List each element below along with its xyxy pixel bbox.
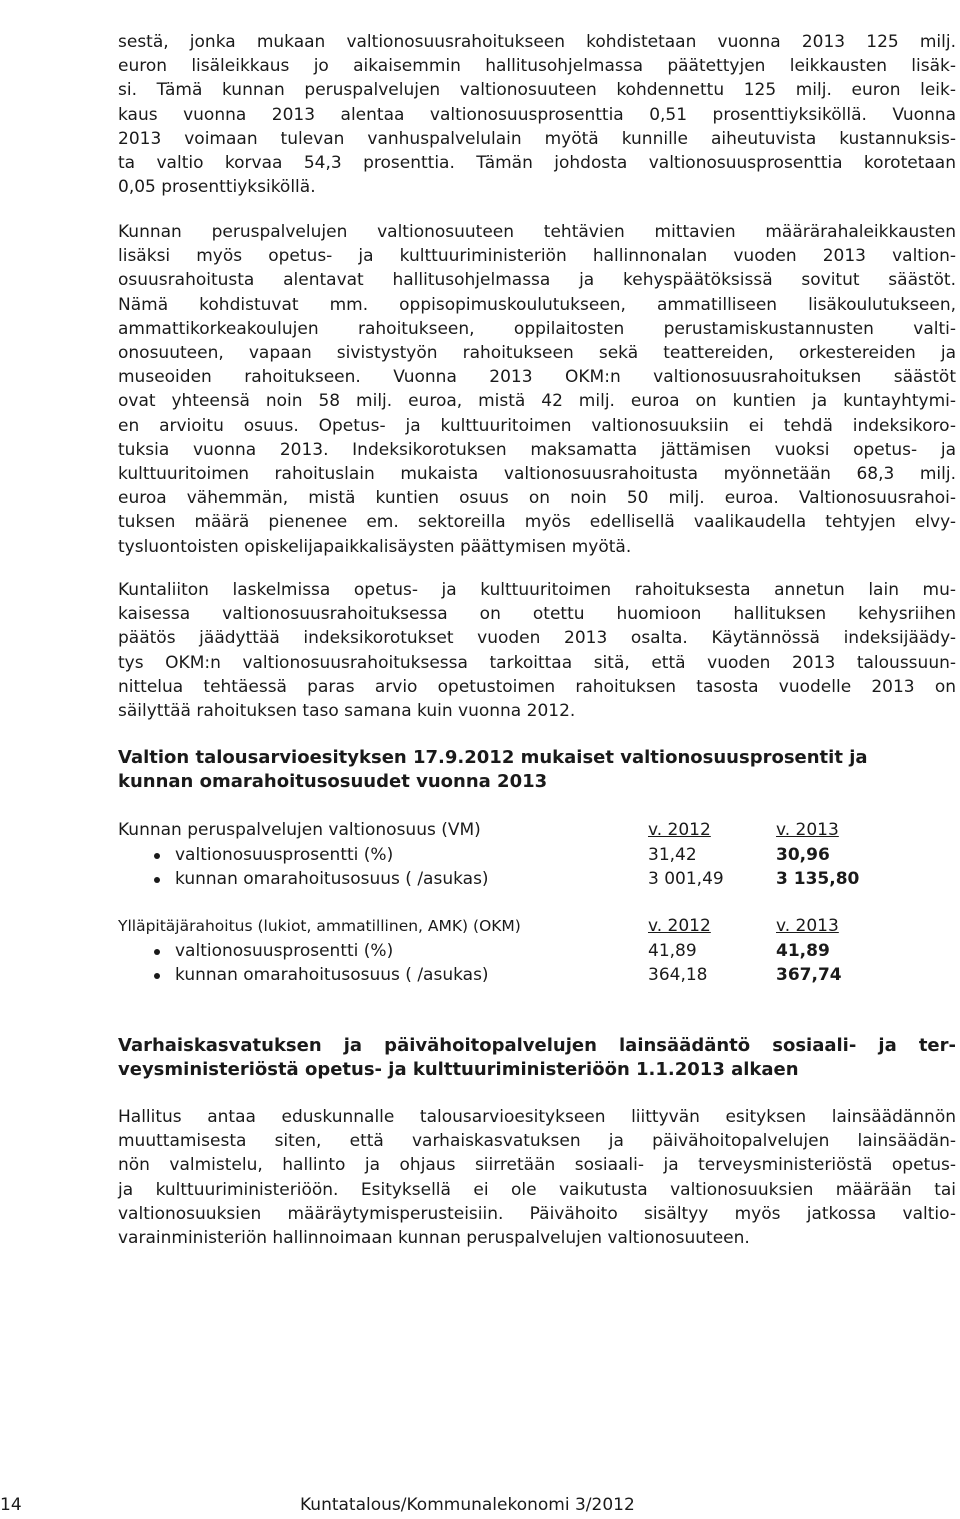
table-title: Ylläpitäjärahoitus (lukiot, ammatillinen, AMK) (OKM) [118,917,521,935]
paragraph-3 [118,578,956,723]
text-line: nittelua tehtäessä paras arvio opetustoimen rahoituksen tasosta vuodelle 2013 on [118,676,956,697]
column-header-2013: v. 2013 [776,916,839,936]
rates-table-vm [118,818,918,892]
text-line: Kuntaliiton laskelmissa opetus- ja kulttuuritoimen rahoituksesta annetun lain mu- [118,580,956,600]
heading-line: kunnan omarahoitusosuudet vuonna 2013 [118,771,548,792]
text-line: euroa vähemmän, mistä kuntien osuus on noin 50 milj. euroa. Valtionosuusrahoi- [118,488,956,509]
text-line: Nämä kohdistuvat mm. oppisopimuskoulutukseen, ammatilliseen lisäkoulutukseen, [118,294,956,315]
text-line: ja kulttuuriministeriöön. Esityksellä ei ole vaikutusta valtionosuuksien määrään tai [118,1179,956,1200]
text-line: päätös jäädyttää indeksikorotukset vuoden 2013 osalta. Käytännössä indeksijäädy- [118,628,956,649]
text-line: Kunnan peruspalvelujen valtionosuuteen tehtävien mittavien määrärahaleikkausten [118,222,956,242]
value-2012: 31,42 [648,844,697,865]
text-line: lisäksi myös opetus- ja kulttuuriministeriön hallinnonalan vuoden 2013 valtion- [118,246,956,267]
row-label: kunnan omarahoitusosuus ( /asukas) [175,869,489,889]
text-line: Hallitus antaa eduskunnalle talousarvioesitykseen liittyvän esityksen lainsäädännön [118,1107,956,1127]
section-heading [118,1034,956,1082]
rates-table-okm [118,914,918,988]
text-line: kulttuuritoimen rahoituslain mukaista valtionosuusrahoitusta myönnetään 68,3 milj. [118,464,956,485]
text-line: varainministeriön hallinnoimaan kunnan peruspalvelujen valtionosuuteen. [118,1228,750,1249]
text-line: ovat yhteensä noin 58 milj. euroa, mistä 42 milj. euroa on kuntien ja kuntayhtymi- [118,391,956,412]
bullet-icon [154,877,160,883]
heading-line: Varhaiskasvatuksen ja päivähoitopalvelujen lainsäädäntö sosiaali- ja ter- [118,1035,956,1056]
text-line: 0,05 prosenttiyksiköllä. [118,177,316,198]
text-line: si. Tämä kunnan peruspalvelujen valtionosuuteen kohdennettu 125 milj. euron leik- [118,80,956,101]
bullet-icon [154,853,160,859]
text-line: onosuuteen, vapaan sivistystyön rahoitukseen sekä teattereiden, orkestereiden ja [118,343,956,364]
paragraph-2 [118,220,956,559]
value-2013: 367,74 [776,965,842,985]
heading-line: veysministeriöstä opetus- ja kulttuuriministeriöön 1.1.2013 alkaen [118,1059,799,1080]
value-2012: 41,89 [648,940,697,961]
bullet-icon [154,973,160,979]
table-row [118,867,918,892]
column-header-2013: v. 2013 [776,820,839,840]
text-line: ta valtio korvaa 54,3 prosenttia. Tämän johdosta valtionosuusprosenttia korotetaan [118,153,956,174]
text-line: säilyttää rahoituksen taso samana kuin vuonna 2012. [118,701,576,722]
text-line: museoiden rahoitukseen. Vuonna 2013 OKM:n valtionosuusrahoituksen säästöt [118,367,956,388]
text-line: valtionosuuksien määräytymisperusteisiin. Päivähoito sisältyy myös jatkossa valtio- [118,1203,956,1224]
row-label: valtionosuusprosentti (%) [175,940,394,961]
value-2013: 3 135,80 [776,869,860,889]
text-line: en arvioitu osuus. Opetus- ja kulttuuritoimen valtionosuuksiin ei tehdä indeksikoro- [118,415,956,436]
value-2012: 364,18 [648,965,708,985]
text-line: nön valmistelu, hallinto ja ohjaus siirretään sosiaali- ja terveysministeriöstä opetus- [118,1155,956,1176]
heading-line: Valtion talousarvioesityksen 17.9.2012 mukaiset valtionosuusprosentit ja [118,747,868,768]
table-row [118,963,918,988]
row-label: kunnan omarahoitusosuus ( /asukas) [175,965,489,985]
value-2013: 41,89 [776,940,830,961]
column-header-2012: v. 2012 [648,820,711,840]
text-line: osuusrahoitusta alentavat hallitusohjelmassa ja kehyspäätöksissä sovitut säästöt. [118,270,956,291]
value-2013: 30,96 [776,844,830,865]
text-line: sestä, jonka mukaan valtionosuusrahoitukseen kohdistetaan vuonna 2013 125 milj. [118,32,956,52]
text-line: tysluontoisten opiskelijapaikkalisäysten päättymisen myötä. [118,536,632,557]
table-header-row [118,818,918,843]
text-line: tys OKM:n valtionosuusrahoituksessa tarkoittaa sitä, että vuoden 2013 taloussuun- [118,652,956,673]
text-line: kaisessa valtionosuusrahoituksessa on otettu huomioon hallituksen kehysriihen [118,604,956,625]
text-line: ammattikorkeakoulujen rahoitukseen, oppilaitosten perustamiskustannusten valti- [118,318,956,339]
row-label: valtionosuusprosentti (%) [175,844,394,865]
text-line: 2013 voimaan tulevan vanhuspalvelulain myötä kunnille aiheutuvista kustannuksis- [118,128,956,149]
bullet-icon [154,949,160,955]
column-header-2012: v. 2012 [648,916,711,936]
table-title: Kunnan peruspalvelujen valtionosuus (VM) [118,820,481,840]
value-2012: 3 001,49 [648,869,724,889]
text-line: euron lisäleikkaus jo aikaisemmin hallitusohjelmassa päätettyjen leikkausten lisäk- [118,56,956,77]
text-line: kaus vuonna 2013 alentaa valtionosuusprosenttia 0,51 prosenttiyksiköllä. Vuonna [118,104,956,125]
table-header-row [118,914,918,939]
section-heading [118,746,956,794]
text-line: tuksia vuonna 2013. Indeksikorotuksen maksamatta jättämisen vuoksi opetus- ja [118,439,956,460]
publication-name: Kuntatalous/Kommunalekonomi 3/2012 [300,1495,635,1515]
page-number: 14 [0,1495,22,1515]
text-line: muuttamisesta siten, että varhaiskasvatuksen ja päivähoitopalvelujen lainsäädän- [118,1131,956,1152]
text-line: tuksen määrä pienenee em. sektoreilla myös edellisellä vaalikaudella tehtyjen elvy- [118,512,956,533]
paragraph-1 [118,30,956,199]
table-row [118,843,918,868]
table-row [118,939,918,964]
paragraph-4 [118,1105,956,1250]
